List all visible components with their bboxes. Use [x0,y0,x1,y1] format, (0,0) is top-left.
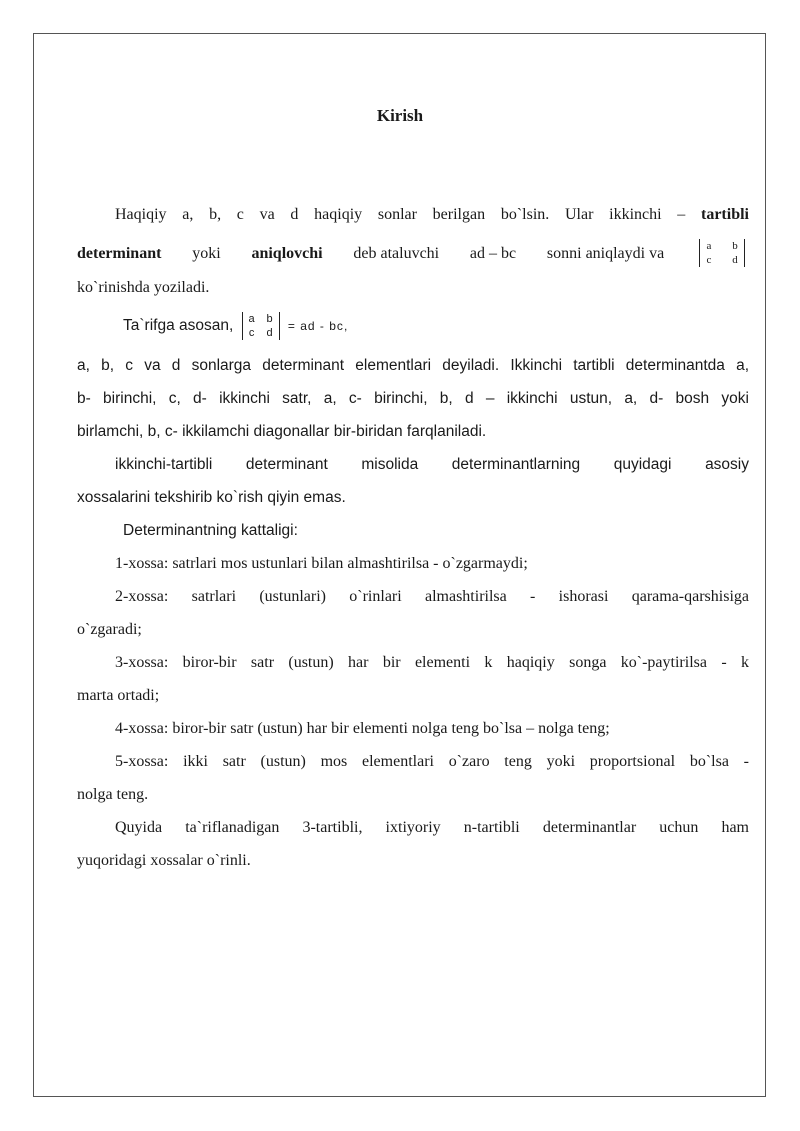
term-determinant: determinant [77,244,162,262]
paragraph-5-line-2: yuqoridagi xossalar o`rinli. [77,852,251,869]
def-det-a: a [248,313,255,325]
det-a: a [706,240,712,252]
p1-l2-sonni-aniqlaydi: sonni aniqlaydi va [546,244,665,262]
definition-line [77,311,749,349]
paragraph-1-line-3 [77,275,749,311]
p1-l1-text: Haqiqiy a, b, c va d haqiqiy sonlar berilgan bo`lsin. Ular ikkinchi – [115,206,686,223]
property-3-line-1: 3-xossa: biror-bir satr (ustun) har bir elementi k haqiqiy songa ko`-paytirilsa - k [115,654,749,671]
det-b: b [732,240,738,252]
def-det-b: b [266,313,273,325]
property-2-line-1: 2-xossa: satrlari (ustunlari) o`rinlari almashtirilsa - ishorasi qarama-qarshisiga [115,588,749,605]
determinant-matrix [699,239,745,267]
paragraph-5-line-1: Quyida ta`riflanadigan 3-tartibli, ixtiyoriy n-tartibli determinantlar uchun ham [115,819,749,836]
document-body [77,198,749,877]
property-4: 4-xossa: biror-bir satr (ustun) har bir elementi nolga teng bo`lsa – nolga teng; [115,720,610,737]
definition-rhs: = ad - bc [287,319,344,333]
paragraph-2-line-3: birlamchi, b, c- ikkilamchi diagonallar bir-biridan farqlaniladi. [77,423,487,440]
p1-l2-word-yoki: yoki [192,244,221,262]
property-1: 1-xossa: satrlari mos ustunlari bilan almashtirilsa - o`zgarmaydi; [115,555,528,572]
p1-l3-text: ko`rinishda yoziladi. [77,279,210,296]
p1-l1-bold: tartibli [701,206,749,223]
expression-ad-bc: ad – bc [469,244,517,262]
paragraph-2-line-2: b- birinchi, c, d- ikkinchi satr, a, c- birinchi, b, d – ikkinchi ustun, a, d- bosh yoki [77,390,749,407]
paragraph-4: Determinantning kattaligi: [123,522,298,539]
def-det-c: c [248,327,255,339]
p1-l2-deb-ataluvchi: deb ataluvchi [353,244,440,262]
def-det-d: d [266,327,273,339]
property-2-line-2: o`zgaradi; [77,621,142,638]
paragraph-1-line-2 [77,231,749,275]
property-5-line-1: 5-xossa: ikki satr (ustun) mos elementlari o`zaro teng yoki proportsional bo`lsa - [115,753,749,770]
definition-prefix: Ta`rifga asosan, [123,317,234,335]
property-3-line-2: marta ortadi; [77,687,160,704]
term-aniqlovchi: aniqlovchi [251,244,323,262]
det-c: c [706,254,712,266]
definition-determinant [242,312,280,340]
paragraph-3-line-1: ikkinchi-tartibli determinant misolida determinantlarning quyidagi asosiy [115,456,749,473]
definition-suffix: , [343,319,349,333]
property-5-line-2: nolga teng. [77,786,149,803]
paragraph-2-line-1: a, b, c va d sonlarga determinant elementlari deyiladi. Ikkinchi tartibli determinantda a, [77,357,749,374]
det-d: d [732,254,738,266]
paragraph-1-line-1 [77,198,749,231]
page-title: Kirish [376,106,424,125]
paragraph-3-line-2: xossalarini tekshirib ko`rish qiyin emas. [77,489,346,506]
